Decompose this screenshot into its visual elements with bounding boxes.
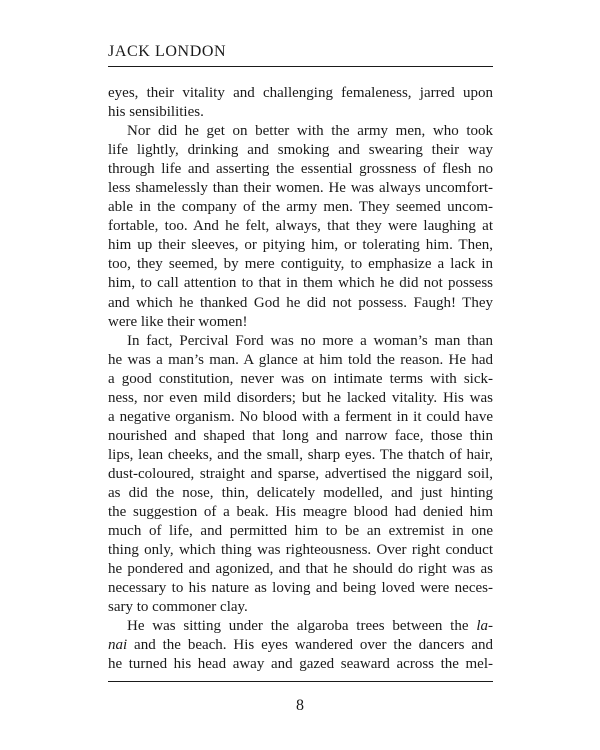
footer-rule xyxy=(108,681,493,682)
text-line: sary to commoner clay. xyxy=(108,599,248,616)
text-line: necessary to his nature as loving and being loved were neces- xyxy=(108,580,493,597)
text-line: he pondered and agonized, and that he should do right was as xyxy=(108,561,493,578)
text-line: ness, nor even mild disorders; but he lacked vitality. His was xyxy=(108,389,493,406)
text-line: thing only, which thing was righteousness. Over right conduct xyxy=(108,542,493,559)
text-line: a good constitution, never was on intimate terms with sick- xyxy=(108,370,493,387)
italic-word: la- xyxy=(476,618,493,635)
text-line: his sensibilities. xyxy=(108,104,204,121)
text-line: him, to call attention to that in them which he did not possess xyxy=(108,275,493,292)
text-line: and which he thanked God he did not possess. Faugh! They xyxy=(108,294,493,311)
text-line: fortable, too. And he felt, always, that they were laughing at xyxy=(108,218,493,235)
text-line: he turned his head away and gazed seaward across the mel- xyxy=(108,656,493,673)
text-line: a negative organism. No blood with a ferment in it could have xyxy=(108,408,493,425)
text-line xyxy=(108,636,493,655)
text-line: dust-coloured, straight and sparse, advertised the niggard soil, xyxy=(108,465,493,482)
text-line: able in the company of the army men. They seemed uncom- xyxy=(108,199,493,216)
body-text xyxy=(108,84,493,674)
text-line: In fact, Percival Ford was no more a woman’s man than xyxy=(127,332,493,349)
text-line: were like their women! xyxy=(108,313,248,330)
header-rule xyxy=(108,66,493,67)
text-line: him up their sleeves, or pitying him, or tolerating him. Then, xyxy=(108,237,493,254)
text-line: too, they seemed, by mere contiguity, to emphasize a lack in xyxy=(108,256,493,273)
text-line: less shamelessly than their women. He was always uncomfort- xyxy=(108,180,493,197)
text-line: lips, lean cheeks, and the small, sharp eyes. The thatch of hair, xyxy=(108,446,493,463)
page-number: 8 xyxy=(296,697,304,714)
text-run: He was sitting under the algaroba trees between the xyxy=(127,618,477,635)
text-line: Nor did he get on better with the army men, who took xyxy=(127,123,493,140)
text-line: eyes, their vitality and challenging femaleness, jarred upon xyxy=(108,85,493,101)
italic-word: nai xyxy=(108,637,128,654)
text-line: life lightly, drinking and smoking and swearing their way xyxy=(108,142,493,159)
text-run: and the beach. His eyes wandered over the dancers and xyxy=(127,637,493,654)
text-line: he was a man’s man. A glance at him told the reason. He had xyxy=(108,351,493,368)
text-line: as did the nose, thin, delicately modelled, and just hinting xyxy=(108,484,493,501)
running-head: JACK LONDON xyxy=(108,43,227,60)
text-line xyxy=(108,617,493,636)
text-line: the suggestion of a beak. His meagre blood had denied him xyxy=(108,504,493,521)
text-line: through life and asserting the essential grossness of flesh no xyxy=(108,161,493,178)
text-line: nourished and shaped that long and narrow face, those thin xyxy=(108,427,493,444)
text-line: much of life, and permitted him to be an extremist in one xyxy=(108,523,493,540)
